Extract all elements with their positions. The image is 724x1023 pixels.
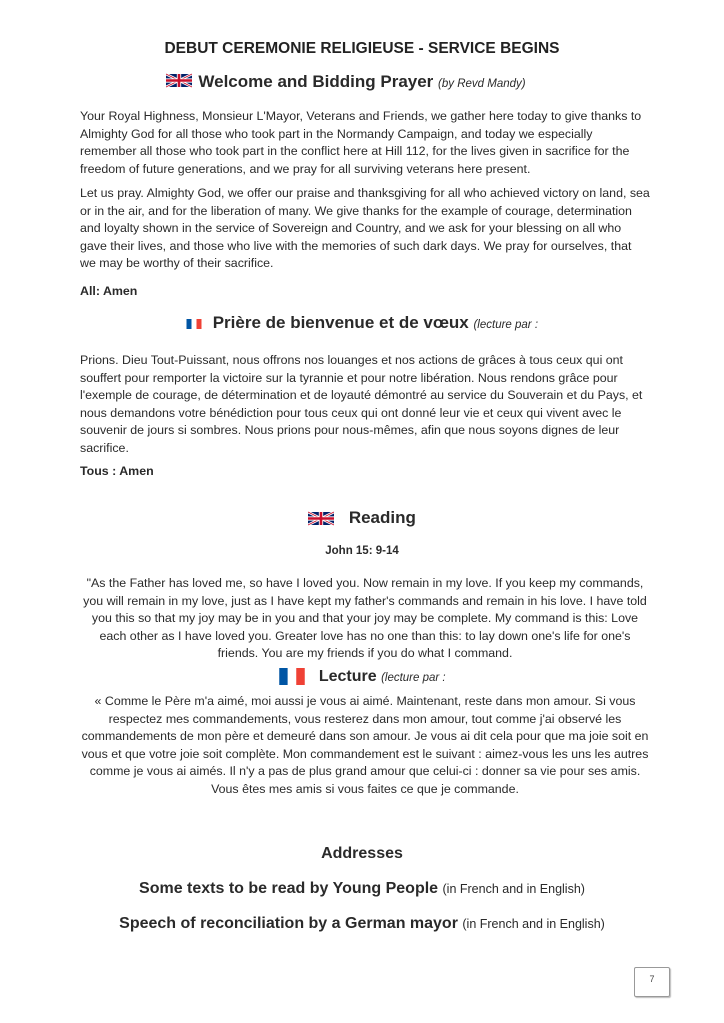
priere-response: Tous : Amen [80,464,154,478]
addresses-line-young-people [0,880,724,898]
addresses-heading: Addresses [321,845,403,862]
lecture-heading [0,668,724,686]
page-title: DEBUT CEREMONIE RELIGIEUSE - SERVICE BEGINS [164,40,560,57]
welcome-paragraph-2: Let us pray. Almighty God, we offer our praise and thanksgiving for all who achieved victory on land, sea or in the air, and for the liberation of many. We give thanks for the example of courage, determination and loyalty shown in the service of Sovereign and Country, and we ask for your blessing on all who gave their lives, and those who live with the memories of such dark days. We pray for ourselves, that we may be worthy of their sacrifice. [80,186,650,271]
welcome-heading-text: Welcome and Bidding Prayer [198,72,434,91]
priere-heading-text: Prière de bienvenue et de vœux [212,313,469,332]
reading-heading [0,508,724,528]
welcome-heading [0,72,724,92]
page-number: 7 [634,967,670,997]
addresses-line2-text: Speech of reconciliation by a German mayor [119,915,458,932]
reading-reference: John 15: 9-14 [325,545,399,557]
welcome-heading-sub: (by Revd Mandy) [438,78,526,90]
reading-text: "As the Father has loved me, so have I loved you. Now remain in my love. If you keep my commands, you will remain in my love, just as I have kept my father's commands and remain in his love. I have told you this so that my joy may be in you and that your joy may be complete. My command is this: Love each other as I have loved you. Greater love has no one than this: to lay down one's life for one's friends. You are my friends if you do what I command. [83,576,647,661]
lecture-heading-text: Lecture [318,668,377,685]
addresses-line1-text: Some texts to be read by Young People [139,880,439,897]
reading-heading-text: Reading [348,508,416,527]
addresses-line-german-mayor [0,915,724,933]
welcome-paragraph-1: Your Royal Highness, Monsieur L'Mayor, Veterans and Friends, we gather here today to give thanks to Almighty God for all those who took part in the Normandy Campaign, and today we especially remember all those who took part in the conflict here at Hill 112, for the lives given in sacrifice for the freedom of future generations, and we pray for all surviving veterans here present. [80,109,642,176]
french-flag-icon [186,319,202,329]
priere-heading-sub: (lecture par : [473,319,539,331]
priere-heading [0,313,724,333]
addresses-line1-note: (in French and in English) [442,882,585,896]
lecture-heading-sub: (lecture par : [381,672,446,684]
priere-paragraph: Prions. Dieu Tout-Puissant, nous offrons nos louanges et nos actions de grâces à tous ceux qui ont souffert pour remporter la victoire sur la tyrannie et pour notre libération. Nous rendons grâce pour l'exemple de courage, de détermination et de loyauté démontré au service du Souverain et du Pays, et nous demandons votre bénédiction pour tous ceux qui ont donné leur vie et ceux qui vivent avec le souvenir de jours si sombres. Nous prions pour nous-mêmes, afin que nous soyons dignes de leur sacrifice. [80,353,643,455]
lecture-text: « Comme le Père m'a aimé, moi aussi je vous ai aimé. Maintenant, reste dans mon amour. Si vous respectez mes commandements, vous resterez dans mon amour, tout comme j'ai observé les commandements de mon père et demeuré dans son amour. Je vous ai dit cela pour que ma joie soit en vous et que votre joie soit complète. Mon commandement est le suivant : aimez-vous les uns les autres comme je vous ai aimés. Il n'y a pas de plus grand amour que celui-ci : donner sa vie pour ses amis. Vous êtes mes amis si vous faites ce que je commande. [81,694,649,796]
welcome-response: All: Amen [80,284,138,298]
uk-flag-icon [308,510,334,527]
french-flag-icon [278,668,306,685]
addresses-line2-note: (in French and in English) [462,917,605,931]
